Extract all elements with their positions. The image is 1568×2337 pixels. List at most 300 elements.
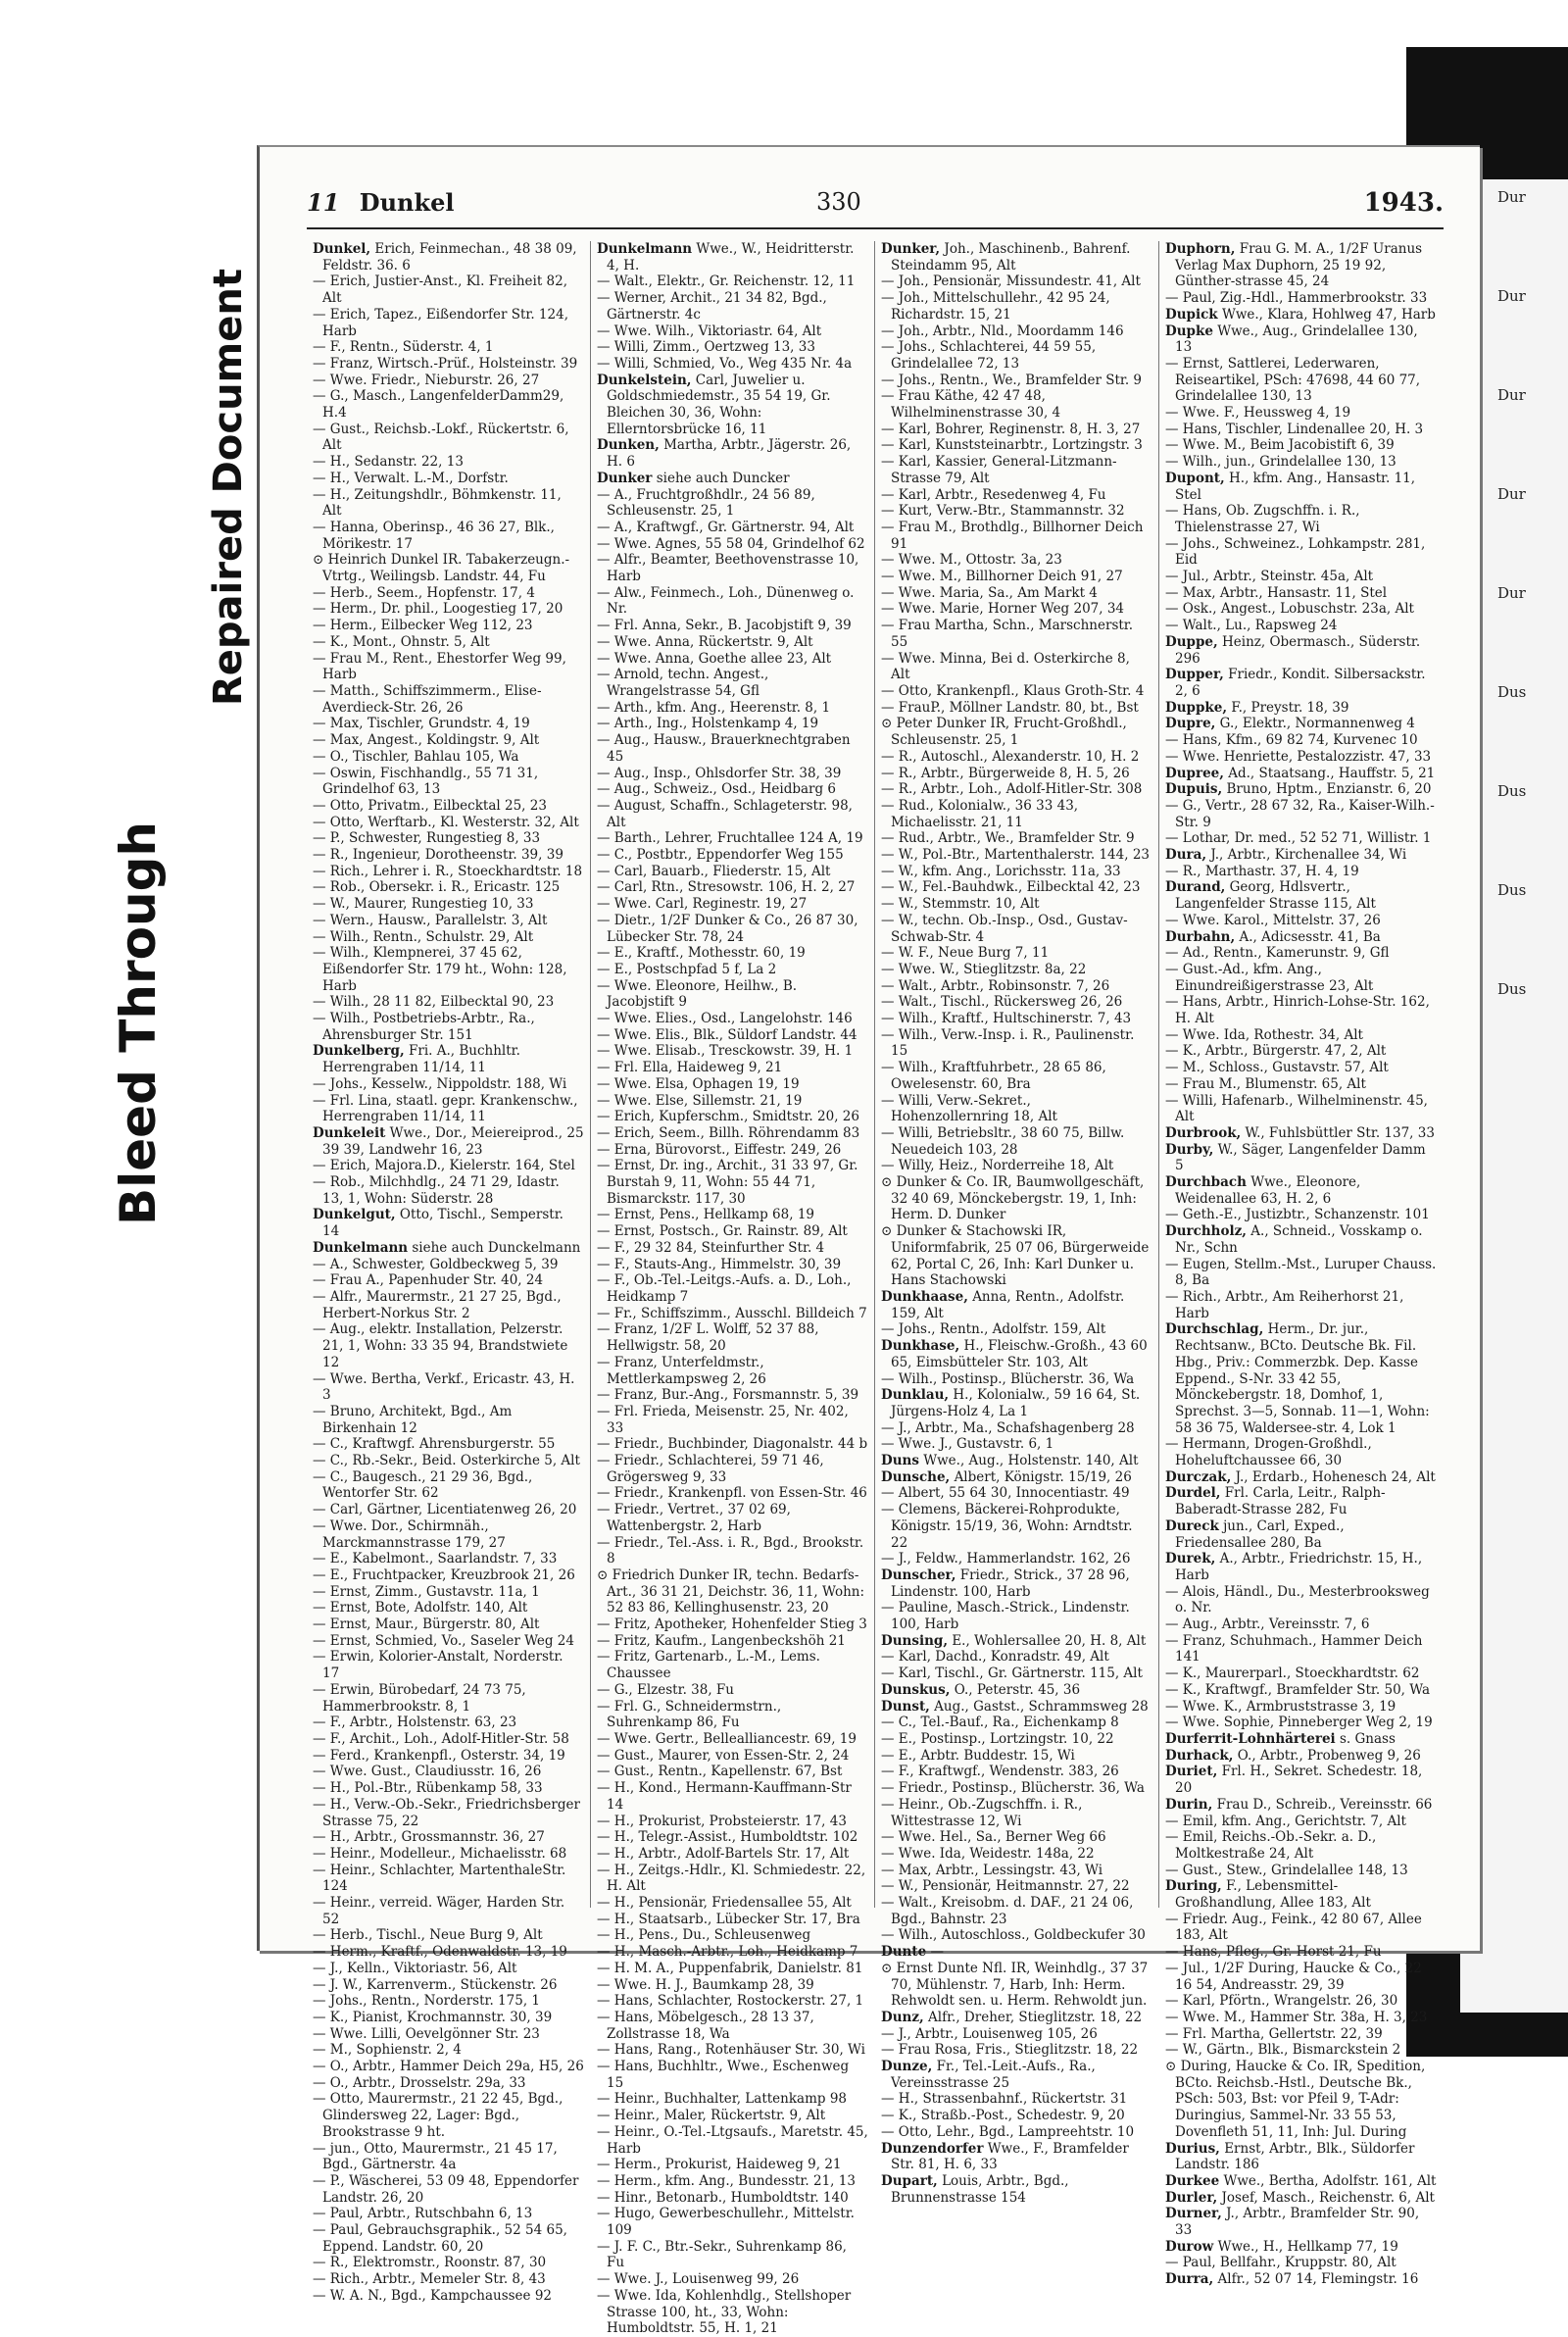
directory-entry (313, 454, 584, 471)
entry-details: siehe auch Duncker (656, 470, 790, 486)
entry-details: Wwe., Eleonore, Weidenallee 63, H. 2, 6 (1175, 1174, 1361, 1207)
entry-details: — Friedr., Postinsp., Blücherstr. 36, Wa (881, 1780, 1145, 1797)
directory-entry (597, 2288, 868, 2337)
directory-entry (881, 503, 1152, 520)
directory-entry (597, 781, 868, 798)
directory-entry (881, 1093, 1152, 1125)
directory-entry (881, 1748, 1152, 1765)
entry-details: — Wwe. Else, Sillemstr. 21, 19 (597, 1092, 803, 1109)
entry-details: — Wwe. J., Gustavstr. 6, 1 (881, 1436, 1054, 1453)
entry-details: — Wwe. Ida, Kohlenhdlg., Stellshoper Strasse 100, ht., 33, Wohn: Humboldtstr. 55, H. 1, 21 (597, 2287, 852, 2337)
directory-entry (881, 1863, 1152, 1879)
directory-entry (881, 1060, 1152, 1092)
directory-entry (881, 552, 1152, 569)
directory-entry (597, 2091, 868, 2108)
entry-details: — Wwe. Agnes, 55 58 04, Grindelhof 62 (597, 535, 865, 552)
directory-entry (1165, 864, 1438, 880)
entry-details: — J., Feldw., Hammerlandstr. 162, 26 (881, 1551, 1131, 1567)
entry-details: — Herm., Dr. phil., Loogestieg 17, 20 (313, 601, 564, 618)
entry-details: — Rich., Arbtr., Am Reiherhorst 21, Harb (1165, 1289, 1404, 1321)
entry-surname: Dunker, (881, 241, 941, 257)
directory-entry (597, 1109, 868, 1125)
directory-entry (313, 1076, 584, 1093)
directory-entry (1165, 781, 1438, 798)
directory-entry (597, 2059, 868, 2091)
entry-details: — P., Wäscherei, 53 09 48, Eppendorfer Landstr. 26, 20 (313, 2172, 579, 2206)
adjacent-page-fragment: Dus (1497, 683, 1527, 701)
entry-surname: Durkee (1165, 2172, 1220, 2189)
entry-details: — Friedr. Aug., Feink., 42 80 67, Allee 183, Alt (1165, 1911, 1422, 1944)
entry-details: Friedr., Kondit. Silbersackstr. 2, 6 (1175, 667, 1426, 699)
page-year: 1943. (1363, 188, 1444, 218)
entry-details: — Ad., Rentn., Kamerunstr. 9, Gfl (1165, 945, 1390, 962)
entry-details: — K., Maurerparl., Stoeckhardtstr. 62 (1165, 1666, 1420, 1682)
entry-details: — E., Kraftf., Mothesstr. 60, 19 (597, 945, 806, 962)
directory-entry (1165, 323, 1438, 356)
entry-details: — Walt., Kreisobm. d. DAF., 21 24 06, Bgd., Bahnstr. 23 (881, 1895, 1134, 1927)
entry-details: Ad., Staatsang., Hauffstr. 5, 21 (1228, 765, 1436, 781)
entry-details: — Wwe. J., Louisenweg 99, 26 (597, 2271, 800, 2288)
entry-details: — C., Rb.-Sekr., Beid. Osterkirche 5, Alt (313, 1453, 580, 1469)
directory-entry (313, 1289, 584, 1321)
entry-details: — Walt., Arbtr., Robinsonstr. 7, 26 (881, 977, 1110, 994)
entry-details: — H., Prokurist, Probsteierstr. 17, 43 (597, 1813, 847, 1829)
entry-details: Frl. Carla, Leitr., Ralph-Baberadt-Strasse 282, Fu (1175, 1485, 1386, 1518)
directory-entry (597, 1961, 868, 1977)
directory-entry (881, 1371, 1152, 1388)
directory-entry (1165, 422, 1438, 438)
directory-entry (1165, 766, 1438, 782)
entry-details: — Willi, Zimm., Oertzweg 13, 33 (597, 339, 815, 356)
directory-entry (313, 1321, 584, 1370)
directory-entry (881, 1666, 1152, 1682)
directory-entry (1165, 241, 1438, 290)
directory-entry (881, 1878, 1152, 1895)
directory-entry (313, 422, 584, 454)
entry-surname: Dupre, (1165, 716, 1216, 732)
entry-surname: Durra, (1165, 2271, 1214, 2288)
directory-entry (881, 2010, 1152, 2026)
entry-details: Alfr., 52 07 14, Flemingstr. 16 (1217, 2271, 1419, 2288)
entry-surname: Durand, (1165, 879, 1226, 896)
directory-entry (881, 1174, 1152, 1223)
entry-details: — Frau Käthe, 42 47 48, Wilhelminenstrasse 30, 4 (881, 388, 1061, 422)
entry-details: Friedr., Strick., 37 28 96, Lindenstr. 100, Harb (891, 1566, 1130, 1600)
directory-entry (881, 1436, 1152, 1453)
entry-surname: Dunkeleit (313, 1124, 386, 1141)
entry-surname: Dunkhase, (881, 1338, 960, 1355)
entry-details: Wwe., H., Hellkamp 77, 19 (1217, 2238, 1398, 2255)
directory-entry (1165, 1944, 1438, 1961)
entry-details: — Erich, Justier-Anst., Kl. Freiheit 82, Alt (313, 273, 568, 307)
directory-entry (597, 1633, 868, 1650)
directory-entry (313, 1453, 584, 1469)
entry-surname: Dunkelberg, (313, 1043, 405, 1060)
entry-details: — Alfr., Maurermstr., 21 27 25, Bgd., Herbert-Norkus Str. 2 (313, 1289, 562, 1321)
entry-details: — Rich., Arbtr., Memeler Str. 8, 43 (313, 2271, 546, 2288)
entry-details: — Karl, Kassier, General-Litzmann-Strasse 79, Alt (881, 454, 1117, 486)
entry-details: — Hanna, Oberinsp., 46 36 27, Blk., Mörikestr. 17 (313, 519, 555, 552)
adjacent-page-fragment: Dur (1497, 287, 1526, 305)
directory-entry (881, 1485, 1152, 1502)
entry-details: — Hans, Kfm., 69 82 74, Kurvenec 10 (1165, 732, 1418, 749)
entry-details: — H., Staatsarb., Lübecker Str. 17, Bra (597, 1911, 860, 1927)
entry-details: ⊙ Heinrich Dunkel IR. Tabakerzeugn.-Vtrtg., Weilingsb. Landstr. 44, Fu (313, 552, 570, 585)
entry-details: siehe auch Dunckelmann (412, 1239, 581, 1256)
entry-details: — Heinr., Maler, Rückertstr. 9, Alt (597, 2108, 826, 2124)
directory-entry (597, 1043, 868, 1060)
directory-entry (1165, 716, 1438, 732)
directory-entry (313, 2173, 584, 2206)
directory-entry (1165, 1321, 1438, 1436)
entry-details: — E., Fruchtpacker, Kreuzbrook 21, 26 (313, 1566, 575, 1583)
directory-entry (597, 471, 868, 487)
directory-entry (881, 2091, 1152, 2108)
directory-entry (313, 1518, 584, 1551)
entry-details: — Fritz, Kaufm., Langenbeckshöh 21 (597, 1632, 846, 1649)
entry-details: — Gust.-Ad., kfm. Ang., Einundreißigerstrasse 23, Alt (1165, 961, 1374, 994)
directory-entry (597, 1093, 868, 1110)
entry-details: Wwe., Bertha, Adolfstr. 161, Alt (1223, 2172, 1437, 2189)
entry-details: — Max, Arbtr., Hansastr. 11, Stel (1165, 584, 1388, 601)
entry-details: — Clemens, Bäckerei-Rohprodukte, Königstr. 15/19, 36, Wohn: Arndtstr. 22 (881, 1502, 1133, 1551)
directory-entry (597, 585, 868, 618)
entry-details: — Wilh., 28 11 82, Eilbecktal 90, 23 (313, 994, 555, 1011)
entry-details: — Willi, Betriebsltr., 38 60 75, Billw. Neuedeich 103, 28 (881, 1124, 1125, 1158)
entry-details: — R., Arbtr., Loh., Adolf-Hitler-Str. 308 (881, 781, 1143, 798)
directory-entry (881, 913, 1152, 945)
directory-entry (597, 1355, 868, 1387)
entry-details: F., Preystr. 18, 39 (1231, 699, 1349, 716)
directory-entry (1165, 1043, 1438, 1060)
adjacent-page-fragment: Dus (1497, 881, 1527, 899)
entry-details: — W. F., Neue Burg 7, 11 (881, 945, 1050, 962)
directory-entry (881, 569, 1152, 585)
directory-entry (313, 929, 584, 946)
directory-entry (1165, 569, 1438, 585)
entry-details: — Wwe. Anna, Rückertstr. 9, Alt (597, 633, 813, 650)
entry-details: Otto, Tischl., Semperstr. 14 (322, 1207, 564, 1240)
entry-details: — Ernst, Pens., Hellkamp 68, 19 (597, 1207, 814, 1223)
directory-entry (1165, 1257, 1438, 1289)
entry-details: — Paul, Gebrauchsgraphik., 52 54 65, Eppend. Landstr. 60, 20 (313, 2222, 567, 2255)
entry-details: — Rud., Kolonialw., 36 33 43, Michaelisstr. 21, 11 (881, 797, 1079, 830)
entry-details: — Karl, Arbtr., Resedenweg 4, Fu (881, 486, 1106, 503)
section-number: 11 (307, 188, 340, 217)
entry-details: — F., Archit., Loh., Adolf-Hitler-Str. 58 (313, 1730, 569, 1747)
directory-entry (881, 847, 1152, 864)
directory-entry (1165, 1551, 1438, 1583)
entry-details: A., Arbtr., Friedrichstr. 15, H., Harb (1175, 1551, 1423, 1583)
directory-entry (881, 1567, 1152, 1600)
entry-details: — Otto, Krankenpfl., Klaus Groth-Str. 4 (881, 682, 1145, 699)
entry-surname: Dunskus, (881, 1681, 951, 1698)
directory-entry (313, 1780, 584, 1797)
entry-details: — Herb., Seem., Hopfenstr. 17, 4 (313, 584, 535, 601)
entry-surname: Dupont, (1165, 470, 1225, 486)
entry-details: — Wwe. Gertr., Bellealliancestr. 69, 19 (597, 1730, 857, 1747)
page-number: 330 (816, 188, 861, 216)
entry-details: — Wwe. Maria, Sa., Am Markt 4 (881, 584, 1098, 601)
directory-entry (1165, 2190, 1438, 2207)
entry-surname: Dupree, (1165, 765, 1224, 781)
entry-details: W., Fuhlsbüttler Str. 137, 33 (1245, 1124, 1435, 1141)
entry-surname: Durius, (1165, 2140, 1220, 2157)
entry-details: Carl, Juwelier u. Goldschmiedemstr., 35 54 19, Gr. Bleichen 30, 36, Wohn: Ellerntorsbrücke 16, 11 (607, 372, 831, 437)
entry-details: — Wilh., jun., Grindelallee 130, 13 (1165, 454, 1396, 471)
directory-entry (597, 1535, 868, 1567)
directory-entry (597, 1829, 868, 1846)
entry-details: — Fr., Schiffszimm., Ausschl. Billdeich 7 (597, 1305, 867, 1321)
entry-details: — K., Mont., Ohnstr. 5, Alt (313, 633, 490, 650)
directory-entry (1165, 913, 1438, 929)
entry-details: — Wilh., Rentn., Schulstr. 29, Alt (313, 928, 534, 945)
directory-entry (1165, 437, 1438, 454)
directory-entry (881, 422, 1152, 438)
entry-surname: Dureck (1165, 1517, 1219, 1534)
directory-entry (1165, 290, 1438, 307)
directory-entry (313, 307, 584, 339)
entry-details: — Aug., Schweiz., Osd., Heidbarg 6 (597, 781, 837, 798)
entry-details: — Karl, Kunststeinarbtr., Lortzingstr. 3 (881, 437, 1143, 454)
entry-surname: Dunkhaase, (881, 1289, 968, 1305)
entry-details: — Herm., kfm. Ang., Bundesstr. 21, 13 (597, 2172, 856, 2189)
directory-entry (313, 994, 584, 1011)
entry-details: — H., Telegr.-Assist., Humboldtstr. 102 (597, 1829, 858, 1846)
entry-details: — J. F. C., Btr.-Sekr., Suhrenkamp 86, Fu (597, 2238, 847, 2271)
directory-entry (881, 323, 1152, 340)
directory-entry (1165, 454, 1438, 471)
directory-entry (313, 273, 584, 306)
directory-entry (881, 1699, 1152, 1715)
entry-details: — Wwe. Hel., Sa., Berner Weg 66 (881, 1829, 1106, 1846)
directory-entry (1165, 1076, 1438, 1093)
entry-details: — Hinr., Betonarb., Humboldtstr. 140 (597, 2189, 849, 2206)
entry-surname: Durczak, (1165, 1468, 1232, 1485)
entry-surname: Durin, (1165, 1796, 1213, 1813)
entry-surname: Durby, (1165, 1141, 1214, 1158)
entry-details: ⊙ Dunker & Co. IR, Baumwollgeschäft, 32 40 69, Mönckebergstr. 19, 1, Inh: Herm. D. Dunker (881, 1174, 1145, 1223)
directory-entry (1165, 503, 1438, 535)
directory-entry (313, 1567, 584, 1584)
entry-details: — Wwe. M., Hammer Str. 38a, H. 3, 23 (1165, 2009, 1428, 2025)
entry-details: — Otto, Maurermstr., 21 22 45, Bgd., Glindersweg 22, Lager: Bgd., Brookstrasse 9 ht. (313, 2091, 564, 2140)
entry-details: — F., Arbtr., Holstenstr. 63, 23 (313, 1715, 517, 1731)
adjacent-page-fragment: Dus (1497, 980, 1527, 998)
adjacent-page-fragment: Dus (1497, 782, 1527, 800)
directory-entry (597, 1863, 868, 1895)
directory-entry (881, 716, 1152, 748)
directory-entry (881, 1829, 1152, 1846)
entry-details: — Hans, Tischler, Lindenallee 20, H. 3 (1165, 421, 1424, 437)
entry-details: J., Arbtr., Bramfelder Str. 90, 33 (1175, 2206, 1420, 2239)
directory-entry (597, 323, 868, 340)
entry-details: — Franz, Bur.-Ang., Forsmannstr. 5, 39 (597, 1387, 859, 1404)
entry-details: — Heinr., verreid. Wäger, Harden Str. 52 (313, 1895, 565, 1927)
entry-details: — Hans, Buchhltr., Wwe., Eschenweg 15 (597, 2059, 850, 2091)
entry-details: — C., Postbtr., Eppendorfer Weg 155 (597, 847, 844, 864)
entry-details: — Ernst, Postsch., Gr. Rainstr. 89, Alt (597, 1223, 848, 1240)
entry-details: — Bruno, Architekt, Bgd., Am Birkenhain 12 (313, 1403, 513, 1436)
entry-details: — Eugen, Stellm.-Mst., Luruper Chauss. 8, Ba (1165, 1256, 1437, 1289)
column-1 (307, 241, 591, 2304)
directory-entry (597, 1125, 868, 1142)
entry-details: — Hans, Arbtr., Hinrich-Lohse-Str. 162, H. Alt (1165, 994, 1430, 1027)
entry-details: — (930, 1944, 944, 1961)
entry-details: — Wern., Hausw., Parallelstr. 3, Alt (313, 912, 548, 928)
directory-entry (881, 994, 1152, 1011)
directory-entry (597, 667, 868, 699)
directory-entry (597, 1814, 868, 1830)
entry-details: — H., Zeitgs.-Hdlr., Kl. Schmiedestr. 22, H. Alt (597, 1862, 866, 1895)
directory-entry (597, 1846, 868, 1863)
directory-entry (597, 1387, 868, 1404)
directory-entry (597, 1453, 868, 1485)
directory-entry (597, 2042, 868, 2059)
directory-entry (881, 1420, 1152, 1437)
entry-details: — Wwe. Sophie, Pinneberger Weg 2, 19 (1165, 1715, 1433, 1731)
directory-entry (313, 241, 584, 273)
entry-details: — Wwe. Anna, Goethe allee 23, Alt (597, 650, 832, 667)
entry-details: — Oswin, Fischhandlg., 55 71 31, Grindelhof 63, 13 (313, 765, 539, 798)
directory-entry (1165, 1223, 1438, 1256)
entry-surname: Durler, (1165, 2189, 1218, 2206)
directory-entry (1165, 700, 1438, 717)
entry-details: — Frl. Lina, staatl. gepr. Krankenschw., Herrengraben 11/14, 11 (313, 1092, 578, 1125)
entry-details: — Pauline, Masch.-Strick., Lindenstr. 100, Harb (881, 1600, 1130, 1633)
directory-entry (881, 683, 1152, 700)
entry-details: ⊙ Ernst Dunte Nfl. IR, Weinhdlg., 37 37 70, Mühlenstr. 7, Harb, Inh: Herm. Rehwoldt sen. u. Herm. Rehwoldt jun. (881, 1960, 1149, 2010)
entry-details: — Hans, Schlachter, Rostockerstr. 27, 1 (597, 1993, 864, 2010)
directory-entry (597, 437, 868, 470)
directory-entry (313, 1895, 584, 1927)
directory-columns (307, 241, 1444, 2337)
entry-details: — Erich, Majora.D., Kielerstr. 164, Stel (313, 1158, 575, 1174)
entry-details: — Rud., Arbtr., We., Bramfelder Str. 9 (881, 830, 1135, 847)
directory-entry (1165, 994, 1438, 1026)
entry-details: Joh., Maschinenb., Bahrenf. Steindamm 95, Alt (891, 241, 1131, 273)
directory-entry (313, 766, 584, 798)
directory-entry (597, 1912, 868, 1928)
entry-details: — E., Kabelmont., Saarlandstr. 7, 33 (313, 1551, 558, 1567)
directory-entry (597, 1502, 868, 1534)
entry-details: — Rob., Obersekr. i. R., Ericastr. 125 (313, 879, 561, 896)
entry-details: — Wilh., Klempnerei, 37 45 62, Eißendorfer Str. 179 ht., Wohn: 128, Harb (313, 945, 567, 994)
entry-details: — Aug., Hausw., Brauerknechtgraben 45 (597, 732, 851, 765)
directory-entry (1165, 2255, 1438, 2271)
directory-entry (313, 1927, 584, 1944)
directory-entry (1165, 1682, 1438, 1699)
entry-details: Albert, Königstr. 15/19, 26 (954, 1468, 1132, 1485)
entry-details: — Wwe. Wilh., Viktoriastr. 64, Alt (597, 323, 822, 339)
directory-entry (597, 864, 868, 880)
directory-entry (881, 1633, 1152, 1650)
directory-entry (597, 2206, 868, 2238)
directory-entry (597, 1748, 868, 1765)
entry-details: Wwe., Aug., Grindelallee 130, 13 (1175, 323, 1418, 356)
entry-details: — Kurt, Verw.-Btr., Stammannstr. 32 (881, 503, 1125, 520)
directory-entry (597, 1764, 868, 1780)
directory-entry (313, 520, 584, 552)
directory-entry (597, 618, 868, 634)
entry-details: — Paul, Zig.-Hdl., Hammerbrookstr. 33 (1165, 290, 1428, 307)
entry-details: A., Adicsesstr. 41, Ba (1239, 928, 1381, 945)
bleed-through-label: Bleed Through (110, 821, 167, 1225)
directory-entry (1165, 798, 1438, 830)
entry-details: — Wwe. K., Armbruststrasse 3, 19 (1165, 1698, 1396, 1715)
entry-surname: Dunsing, (881, 1632, 949, 1649)
directory-entry (881, 1797, 1152, 1829)
entry-details: Fri. A., Buchhltr. Herrengraben 11/14, 11 (322, 1043, 520, 1076)
entry-details: Frl. H., Sekret. Schedestr. 18, 20 (1175, 1764, 1423, 1797)
directory-entry (313, 1584, 584, 1601)
directory-entry (881, 1289, 1152, 1321)
directory-entry (597, 373, 868, 438)
entry-details: — Max, Angest., Koldingstr. 9, Alt (313, 732, 540, 749)
directory-entry (1165, 667, 1438, 699)
entry-surname: Dunkelmann (313, 1239, 409, 1256)
directory-entry (597, 945, 868, 962)
entry-details: — Erich, Kupferschm., Smidtstr. 20, 26 (597, 1109, 859, 1125)
directory-entry (597, 1060, 868, 1076)
directory-entry (881, 864, 1152, 880)
directory-entry (313, 1436, 584, 1453)
entry-details: — W., Stemmstr. 10, Alt (881, 896, 1040, 913)
column-4 (1159, 241, 1444, 2288)
entry-details: — Wwe. M., Billhorner Deich 91, 27 (881, 569, 1123, 585)
directory-entry (1165, 585, 1438, 602)
directory-entry (1165, 962, 1438, 994)
entry-details: E., Wohlersallee 20, H. 8, Alt (952, 1632, 1147, 1649)
directory-entry (597, 1780, 868, 1813)
page-header (307, 188, 1444, 229)
directory-entry (597, 1649, 868, 1681)
directory-entry (1165, 618, 1438, 634)
entry-surname: Dunte (881, 1944, 927, 1961)
directory-entry (1165, 1748, 1438, 1765)
entry-details: Bruno, Hptm., Enzianstr. 6, 20 (1226, 781, 1432, 798)
entry-surname: Dunkelgut, (313, 1207, 396, 1223)
entry-details: — H., Arbtr., Adolf-Bartels Str. 17, Alt (597, 1845, 850, 1862)
entry-details: — R., Arbtr., Bürgerweide 8, H. 5, 26 (881, 765, 1130, 781)
directory-entry (1165, 356, 1438, 405)
directory-entry (313, 618, 584, 634)
directory-entry (1165, 471, 1438, 503)
entry-details: — Carl, Rtn., Stresowstr. 106, H. 2, 27 (597, 879, 856, 896)
entry-details: — Alfr., Beamter, Beethovenstrasse 10, Harb (597, 552, 859, 585)
directory-entry (1165, 732, 1438, 749)
directory-entry (1165, 2206, 1438, 2238)
directory-entry (881, 962, 1152, 978)
entry-details: — F., Kraftwgf., Wendenstr. 383, 26 (881, 1764, 1119, 1780)
directory-entry (1165, 1485, 1438, 1517)
entry-details: — Frl. Frieda, Meisenstr. 25, Nr. 402, 33 (597, 1403, 849, 1436)
entry-details: — Wilh., Kraftf., Hultschinerstr. 7, 43 (881, 1011, 1132, 1027)
directory-entry (881, 1715, 1152, 1731)
entry-details: — Hans, Möbelgesch., 28 13 37, Zollstrasse 18, Wa (597, 2009, 814, 2042)
directory-entry (597, 1142, 868, 1159)
directory-entry (313, 847, 584, 864)
entry-details: — K., Arbtr., Bürgerstr. 47, 2, Alt (1165, 1043, 1387, 1060)
entry-surname: Durhack, (1165, 1747, 1234, 1764)
directory-entry (313, 388, 584, 421)
entry-details: — Matth., Schiffszimmerm., Elise-Averdieck-Str. 26, 26 (313, 682, 542, 716)
directory-entry (881, 1223, 1152, 1289)
entry-details: — Heinr., Ob.-Zugschffn. i. R., Wittestrasse 12, Wi (881, 1796, 1083, 1829)
entry-details: Frau D., Schreib., Vereinsstr. 66 (1216, 1796, 1433, 1813)
directory-entry (597, 273, 868, 290)
directory-entry (1165, 1715, 1438, 1731)
